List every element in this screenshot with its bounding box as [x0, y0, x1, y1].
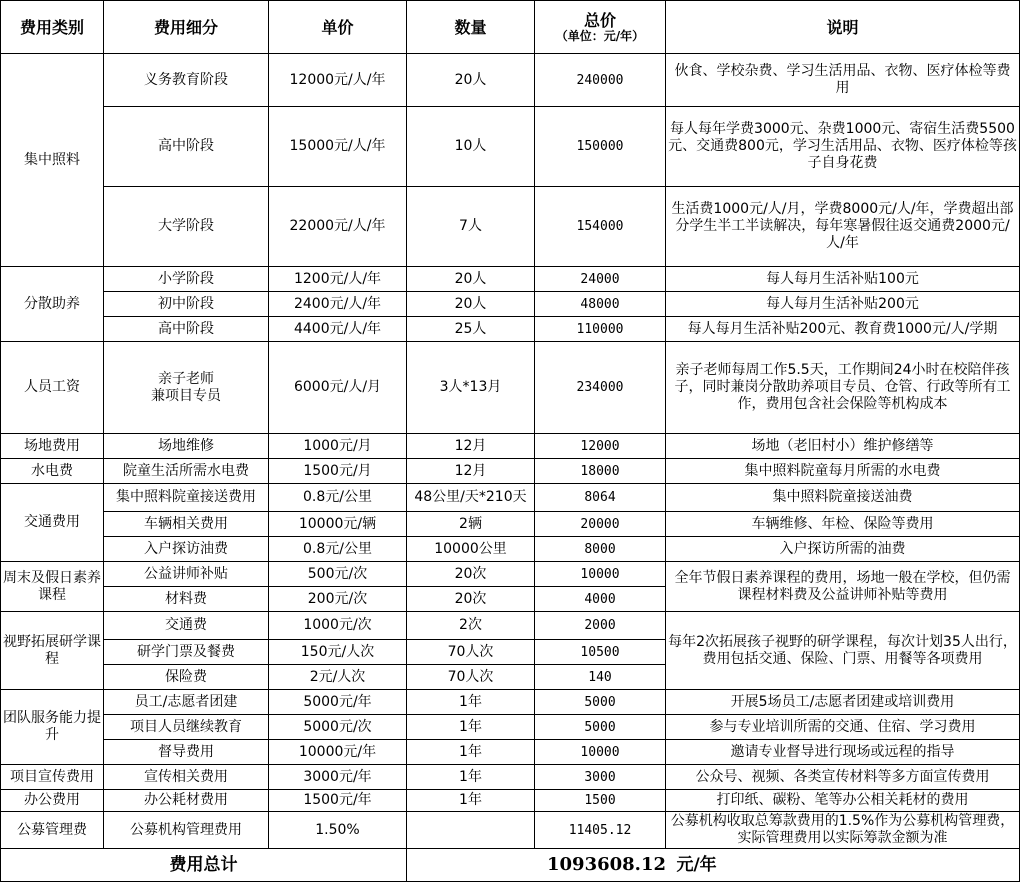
- total-cell: 5000: [535, 715, 666, 740]
- category-cell: 办公费用: [1, 790, 104, 812]
- qty-cell: 1年: [407, 765, 535, 790]
- qty-cell: 20人: [407, 54, 535, 107]
- category-cell: 公募管理费: [1, 812, 104, 849]
- note-cell: 全年节假日素养课程的费用，场地一般在学校，但仍需课程材料费及公益讲师补贴等费用: [666, 562, 1020, 612]
- note-cell: 每人每月生活补贴200元、教育费1000元/人/学期: [666, 317, 1020, 342]
- total-cell: 140: [535, 665, 666, 690]
- table-row: [1, 54, 1020, 107]
- price-cell: 150元/人次: [269, 640, 407, 665]
- table-row: [1, 562, 1020, 587]
- category-cell: 分散助养: [1, 267, 104, 342]
- total-cell: 11405.12: [535, 812, 666, 849]
- table-row: [1, 612, 1020, 640]
- price-cell: 0.8元/公里: [269, 484, 407, 512]
- category-cell: 项目宣传费用: [1, 765, 104, 790]
- total-cell: 1500: [535, 790, 666, 812]
- note-cell: 亲子老师每周工作5.5天，工作期间24小时在校陪伴孩子，同时兼岗分散助养项目专员、仓管、行政等所有工作，费用包含社会保险等机构成本: [666, 342, 1020, 434]
- table-body: [1, 54, 1020, 849]
- table-row: [1, 267, 1020, 292]
- total-value: 1093608.12: [547, 853, 666, 875]
- note-cell: 集中照料院童接送油费: [666, 484, 1020, 512]
- total-cell: 12000: [535, 434, 666, 459]
- price-cell: 1000元/月: [269, 434, 407, 459]
- total-cell: 150000: [535, 107, 666, 187]
- item-cell: 院童生活所需水电费: [104, 459, 269, 484]
- category-cell: 交通费用: [1, 484, 104, 562]
- item-cell: 高中阶段: [104, 317, 269, 342]
- total-cell: 48000: [535, 292, 666, 317]
- price-cell: 12000元/人/年: [269, 54, 407, 107]
- header-total: [535, 1, 666, 54]
- price-cell: 1.50%: [269, 812, 407, 849]
- total-cell: 10000: [535, 562, 666, 587]
- table-row: [1, 292, 1020, 317]
- total-cell: 8064: [535, 484, 666, 512]
- total-cell: 10500: [535, 640, 666, 665]
- note-cell: 每人每月生活补贴100元: [666, 267, 1020, 292]
- qty-cell: 1年: [407, 740, 535, 765]
- price-cell: 5000元/年: [269, 690, 407, 715]
- total-cell: 10000: [535, 740, 666, 765]
- price-cell: 4400元/人/年: [269, 317, 407, 342]
- qty-cell: 2次: [407, 612, 535, 640]
- total-cell: 4000: [535, 587, 666, 612]
- total-cell: 24000: [535, 267, 666, 292]
- price-cell: 0.8元/公里: [269, 537, 407, 562]
- total-cell: 110000: [535, 317, 666, 342]
- qty-cell: [407, 812, 535, 849]
- item-cell: 公益讲师补贴: [104, 562, 269, 587]
- table-row: [1, 107, 1020, 187]
- price-cell: 1500元/月: [269, 459, 407, 484]
- item-cell: 集中照料院童接送费用: [104, 484, 269, 512]
- table-row: [1, 537, 1020, 562]
- item-cell: 车辆相关费用: [104, 512, 269, 537]
- note-cell: 每人每年学费3000元、杂费1000元、寄宿生活费5500元、交通费800元，学习生活用品、衣物、医疗体检等孩子自身花费: [666, 107, 1020, 187]
- qty-cell: 2辆: [407, 512, 535, 537]
- qty-cell: 12月: [407, 459, 535, 484]
- header-item: 费用细分: [104, 1, 269, 54]
- total-cell: 5000: [535, 690, 666, 715]
- item-cell: 保险费: [104, 665, 269, 690]
- price-cell: 15000元/人/年: [269, 107, 407, 187]
- price-cell: 3000元/年: [269, 765, 407, 790]
- total-cell: 234000: [535, 342, 666, 434]
- qty-cell: 20人: [407, 292, 535, 317]
- qty-cell: 12月: [407, 434, 535, 459]
- table-row: [1, 790, 1020, 812]
- price-cell: 1500元/年: [269, 790, 407, 812]
- header-total-label: 总价: [583, 10, 616, 30]
- price-cell: 10000元/年: [269, 740, 407, 765]
- item-cell: 小学阶段: [104, 267, 269, 292]
- total-unit: 元/年: [676, 854, 717, 875]
- qty-cell: 1年: [407, 690, 535, 715]
- total-cell: 3000: [535, 765, 666, 790]
- table-row: [1, 512, 1020, 537]
- note-cell: 每年2次拓展孩子视野的研学课程，每次计划35人出行，费用包括交通、保险、门票、用餐等各项费用: [666, 612, 1020, 690]
- note-cell: 公募机构收取总筹款费用的1.5%作为公募机构管理费，实际管理费用以实际筹款金额为准: [666, 812, 1020, 849]
- note-cell: 车辆维修、年检、保险等费用: [666, 512, 1020, 537]
- total-row: [1, 849, 1020, 882]
- qty-cell: 20次: [407, 562, 535, 587]
- note-cell: 参与专业培训所需的交通、住宿、学习费用: [666, 715, 1020, 740]
- table-row: [1, 812, 1020, 849]
- note-cell: 生活费1000元/人/月，学费8000元/人/年，学费超出部分学生半工半读解决，每年寒暑假往返交通费2000元/人/年: [666, 187, 1020, 267]
- qty-cell: 1年: [407, 790, 535, 812]
- category-cell: 集中照料: [1, 54, 104, 267]
- item-cell: 义务教育阶段: [104, 54, 269, 107]
- note-cell: 开展5场员工/志愿者团建或培训费用: [666, 690, 1020, 715]
- category-cell: 水电费: [1, 459, 104, 484]
- total-cell: 154000: [535, 187, 666, 267]
- total-cell: 18000: [535, 459, 666, 484]
- item-cell: 办公耗材费用: [104, 790, 269, 812]
- total-cell: 240000: [535, 54, 666, 107]
- qty-cell: 20人: [407, 267, 535, 292]
- total-cell: 8000: [535, 537, 666, 562]
- table-row: [1, 187, 1020, 267]
- item-cell: 项目人员继续教育: [104, 715, 269, 740]
- qty-cell: 70人次: [407, 640, 535, 665]
- price-cell: 5000元/次: [269, 715, 407, 740]
- qty-cell: 3人*13月: [407, 342, 535, 434]
- table-row: [1, 459, 1020, 484]
- item-cell: 初中阶段: [104, 292, 269, 317]
- note-cell: 邀请专业督导进行现场或远程的指导: [666, 740, 1020, 765]
- price-cell: 2元/人次: [269, 665, 407, 690]
- category-cell: 视野拓展研学课程: [1, 612, 104, 690]
- price-cell: 2400元/人/年: [269, 292, 407, 317]
- header-unit-price: 单价: [269, 1, 407, 54]
- qty-cell: 7人: [407, 187, 535, 267]
- note-cell: 场地（老旧村小）维护修缮等: [666, 434, 1020, 459]
- header-category: 费用类别: [1, 1, 104, 54]
- category-cell: 团队服务能力提升: [1, 690, 104, 765]
- table-row: [1, 317, 1020, 342]
- table-row: [1, 765, 1020, 790]
- item-cell: 高中阶段: [104, 107, 269, 187]
- item-cell: 员工/志愿者团建: [104, 690, 269, 715]
- item-cell: 场地维修: [104, 434, 269, 459]
- header-quantity: 数量: [407, 1, 535, 54]
- table-row: [1, 740, 1020, 765]
- price-cell: 6000元/人/月: [269, 342, 407, 434]
- category-cell: 场地费用: [1, 434, 104, 459]
- price-cell: 1000元/次: [269, 612, 407, 640]
- note-cell: 公众号、视频、各类宣传材料等多方面宣传费用: [666, 765, 1020, 790]
- item-cell: 大学阶段: [104, 187, 269, 267]
- table-row: [1, 690, 1020, 715]
- table-row: [1, 434, 1020, 459]
- header-total-unit: （单位：元/年）: [555, 28, 645, 43]
- item-cell: 督导费用: [104, 740, 269, 765]
- total-value-cell: [407, 849, 1020, 882]
- item-cell: 交通费: [104, 612, 269, 640]
- table-row: [1, 342, 1020, 434]
- header-note: 说明: [666, 1, 1020, 54]
- item-cell: 入户探访油费: [104, 537, 269, 562]
- qty-cell: 70人次: [407, 665, 535, 690]
- note-cell: 打印纸、碳粉、笔等办公相关耗材的费用: [666, 790, 1020, 812]
- price-cell: 1200元/人/年: [269, 267, 407, 292]
- qty-cell: 48公里/天*210天: [407, 484, 535, 512]
- item-cell: 研学门票及餐费: [104, 640, 269, 665]
- total-cell: 20000: [535, 512, 666, 537]
- total-cell: 2000: [535, 612, 666, 640]
- category-cell: 人员工资: [1, 342, 104, 434]
- table-row: [1, 715, 1020, 740]
- item-cell: 宣传相关费用: [104, 765, 269, 790]
- total-label: 费用总计: [1, 849, 407, 882]
- item-cell: 公募机构管理费用: [104, 812, 269, 849]
- note-cell: 入户探访所需的油费: [666, 537, 1020, 562]
- price-cell: 500元/次: [269, 562, 407, 587]
- qty-cell: 20次: [407, 587, 535, 612]
- note-cell: 集中照料院童每月所需的水电费: [666, 459, 1020, 484]
- price-cell: 10000元/辆: [269, 512, 407, 537]
- table-row: [1, 484, 1020, 512]
- header-row: [1, 1, 1020, 54]
- qty-cell: 10人: [407, 107, 535, 187]
- qty-cell: 1年: [407, 715, 535, 740]
- note-cell: 伙食、学校杂费、学习生活用品、衣物、医疗体检等费用: [666, 54, 1020, 107]
- qty-cell: 10000公里: [407, 537, 535, 562]
- category-cell: 周末及假日素养课程: [1, 562, 104, 612]
- note-cell: 每人每月生活补贴200元: [666, 292, 1020, 317]
- qty-cell: 25人: [407, 317, 535, 342]
- price-cell: 200元/次: [269, 587, 407, 612]
- price-cell: 22000元/人/年: [269, 187, 407, 267]
- item-cell: 材料费: [104, 587, 269, 612]
- item-cell: 亲子老师 兼项目专员: [104, 342, 269, 434]
